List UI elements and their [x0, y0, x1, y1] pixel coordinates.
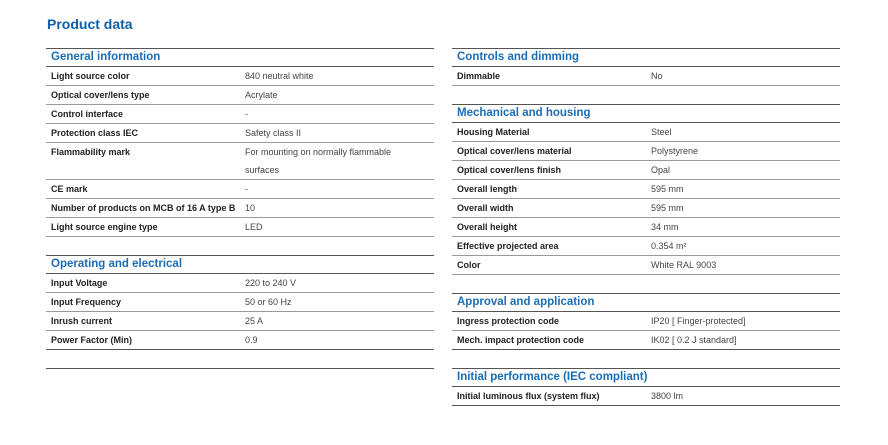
- row-key: Color: [457, 260, 481, 270]
- section-title: Initial performance (IEC compliant): [452, 369, 840, 387]
- table-row: [452, 218, 840, 237]
- table-row: [46, 218, 434, 237]
- row-value: 595 mm: [651, 184, 684, 194]
- section-title: Mechanical and housing: [452, 105, 840, 123]
- row-key: Overall length: [457, 184, 518, 194]
- row-key: Power Factor (Min): [51, 335, 133, 345]
- table-row: [452, 199, 840, 218]
- row-key: Input Voltage: [51, 278, 108, 288]
- row-value: 220 to 240 V: [245, 278, 297, 288]
- table-row: [46, 180, 434, 199]
- row-key: Control interface: [51, 109, 124, 119]
- row-value: White RAL 9003: [651, 260, 717, 270]
- row-key: Light source color: [51, 71, 130, 81]
- section-approval-and-application: [452, 294, 840, 368]
- row-value: 595 mm: [651, 203, 684, 213]
- row-key: Housing Material: [457, 127, 530, 137]
- row-key: Ingress protection code: [457, 316, 560, 326]
- table-row: [46, 274, 434, 293]
- table-row: [46, 143, 434, 180]
- table-row: [46, 331, 434, 350]
- table-row: [452, 331, 840, 350]
- row-key: Mech. impact protection code: [457, 335, 585, 345]
- table-row: [452, 67, 840, 86]
- row-value: 0.354 m²: [651, 241, 687, 251]
- right-column: [452, 48, 840, 406]
- row-value: -: [245, 184, 248, 194]
- row-value: Safety class II: [245, 128, 302, 138]
- row-value: 3800 lm: [651, 391, 684, 401]
- table-row: [452, 161, 840, 180]
- spacer: [46, 350, 434, 369]
- row-value: 25 A: [245, 316, 264, 326]
- table-row: [452, 256, 840, 275]
- row-key: Protection class IEC: [51, 128, 139, 138]
- section-title: Operating and electrical: [46, 256, 434, 274]
- row-value: No: [651, 71, 663, 81]
- table-row: [452, 123, 840, 142]
- row-value: IK02 [ 0.2 J standard]: [651, 335, 737, 345]
- spacer: [452, 275, 840, 294]
- row-value: Steel: [651, 127, 672, 137]
- row-key: Number of products on MCB of 16 A type B: [51, 203, 236, 213]
- row-key: Optical cover/lens type: [51, 90, 150, 100]
- row-key: Initial luminous flux (system flux): [457, 391, 600, 401]
- section-title: Approval and application: [452, 294, 840, 312]
- section-controls-and-dimming: [452, 48, 840, 105]
- section-mechanical-and-housing: [452, 105, 840, 294]
- row-key: Light source engine type: [51, 222, 158, 232]
- section-general-information: [46, 48, 434, 256]
- row-value: 840 neutral white: [245, 71, 314, 81]
- section-operating-and-electrical: [46, 256, 434, 369]
- row-value: Acrylate: [245, 90, 278, 100]
- table-row: [46, 124, 434, 143]
- page-title: Product data: [47, 16, 133, 32]
- row-value: Opal: [651, 165, 671, 175]
- left-column: [46, 48, 434, 369]
- spacer: [452, 350, 840, 368]
- row-value: IP20 [ Finger-protected]: [651, 316, 746, 326]
- row-key: Inrush current: [51, 316, 113, 326]
- spacer: [46, 237, 434, 256]
- table-row: [452, 312, 840, 331]
- section-initial-performance: [452, 368, 840, 406]
- row-value: LED: [245, 222, 263, 232]
- spacer: [452, 86, 840, 105]
- table-row: [452, 142, 840, 161]
- row-key: Effective projected area: [457, 241, 559, 251]
- section-title: General information: [46, 49, 434, 67]
- table-row: [46, 293, 434, 312]
- row-key: Input Frequency: [51, 297, 122, 307]
- row-key: Overall height: [457, 222, 518, 232]
- table-row: [46, 105, 434, 124]
- row-value: Polystyrene: [651, 146, 699, 156]
- row-key: CE mark: [51, 184, 88, 194]
- row-value: 50 or 60 Hz: [245, 297, 292, 307]
- row-key: Overall width: [457, 203, 514, 213]
- row-key: Optical cover/lens material: [457, 146, 572, 156]
- row-value: 10: [245, 203, 256, 213]
- row-key: Optical cover/lens finish: [457, 165, 562, 175]
- table-row: [46, 312, 434, 331]
- row-value: 34 mm: [651, 222, 679, 232]
- row-value: For mounting on normally flammable surfaces: [245, 147, 392, 175]
- row-value: 0.9: [245, 335, 258, 345]
- table-row: [452, 180, 840, 199]
- table-row: [452, 237, 840, 256]
- table-row: [46, 86, 434, 105]
- section-title: Controls and dimming: [452, 49, 840, 67]
- row-key: Flammability mark: [51, 147, 131, 157]
- table-row: [46, 199, 434, 218]
- table-row: [46, 67, 434, 86]
- table-row: [452, 387, 840, 406]
- row-value: -: [245, 109, 248, 119]
- row-key: Dimmable: [457, 71, 501, 81]
